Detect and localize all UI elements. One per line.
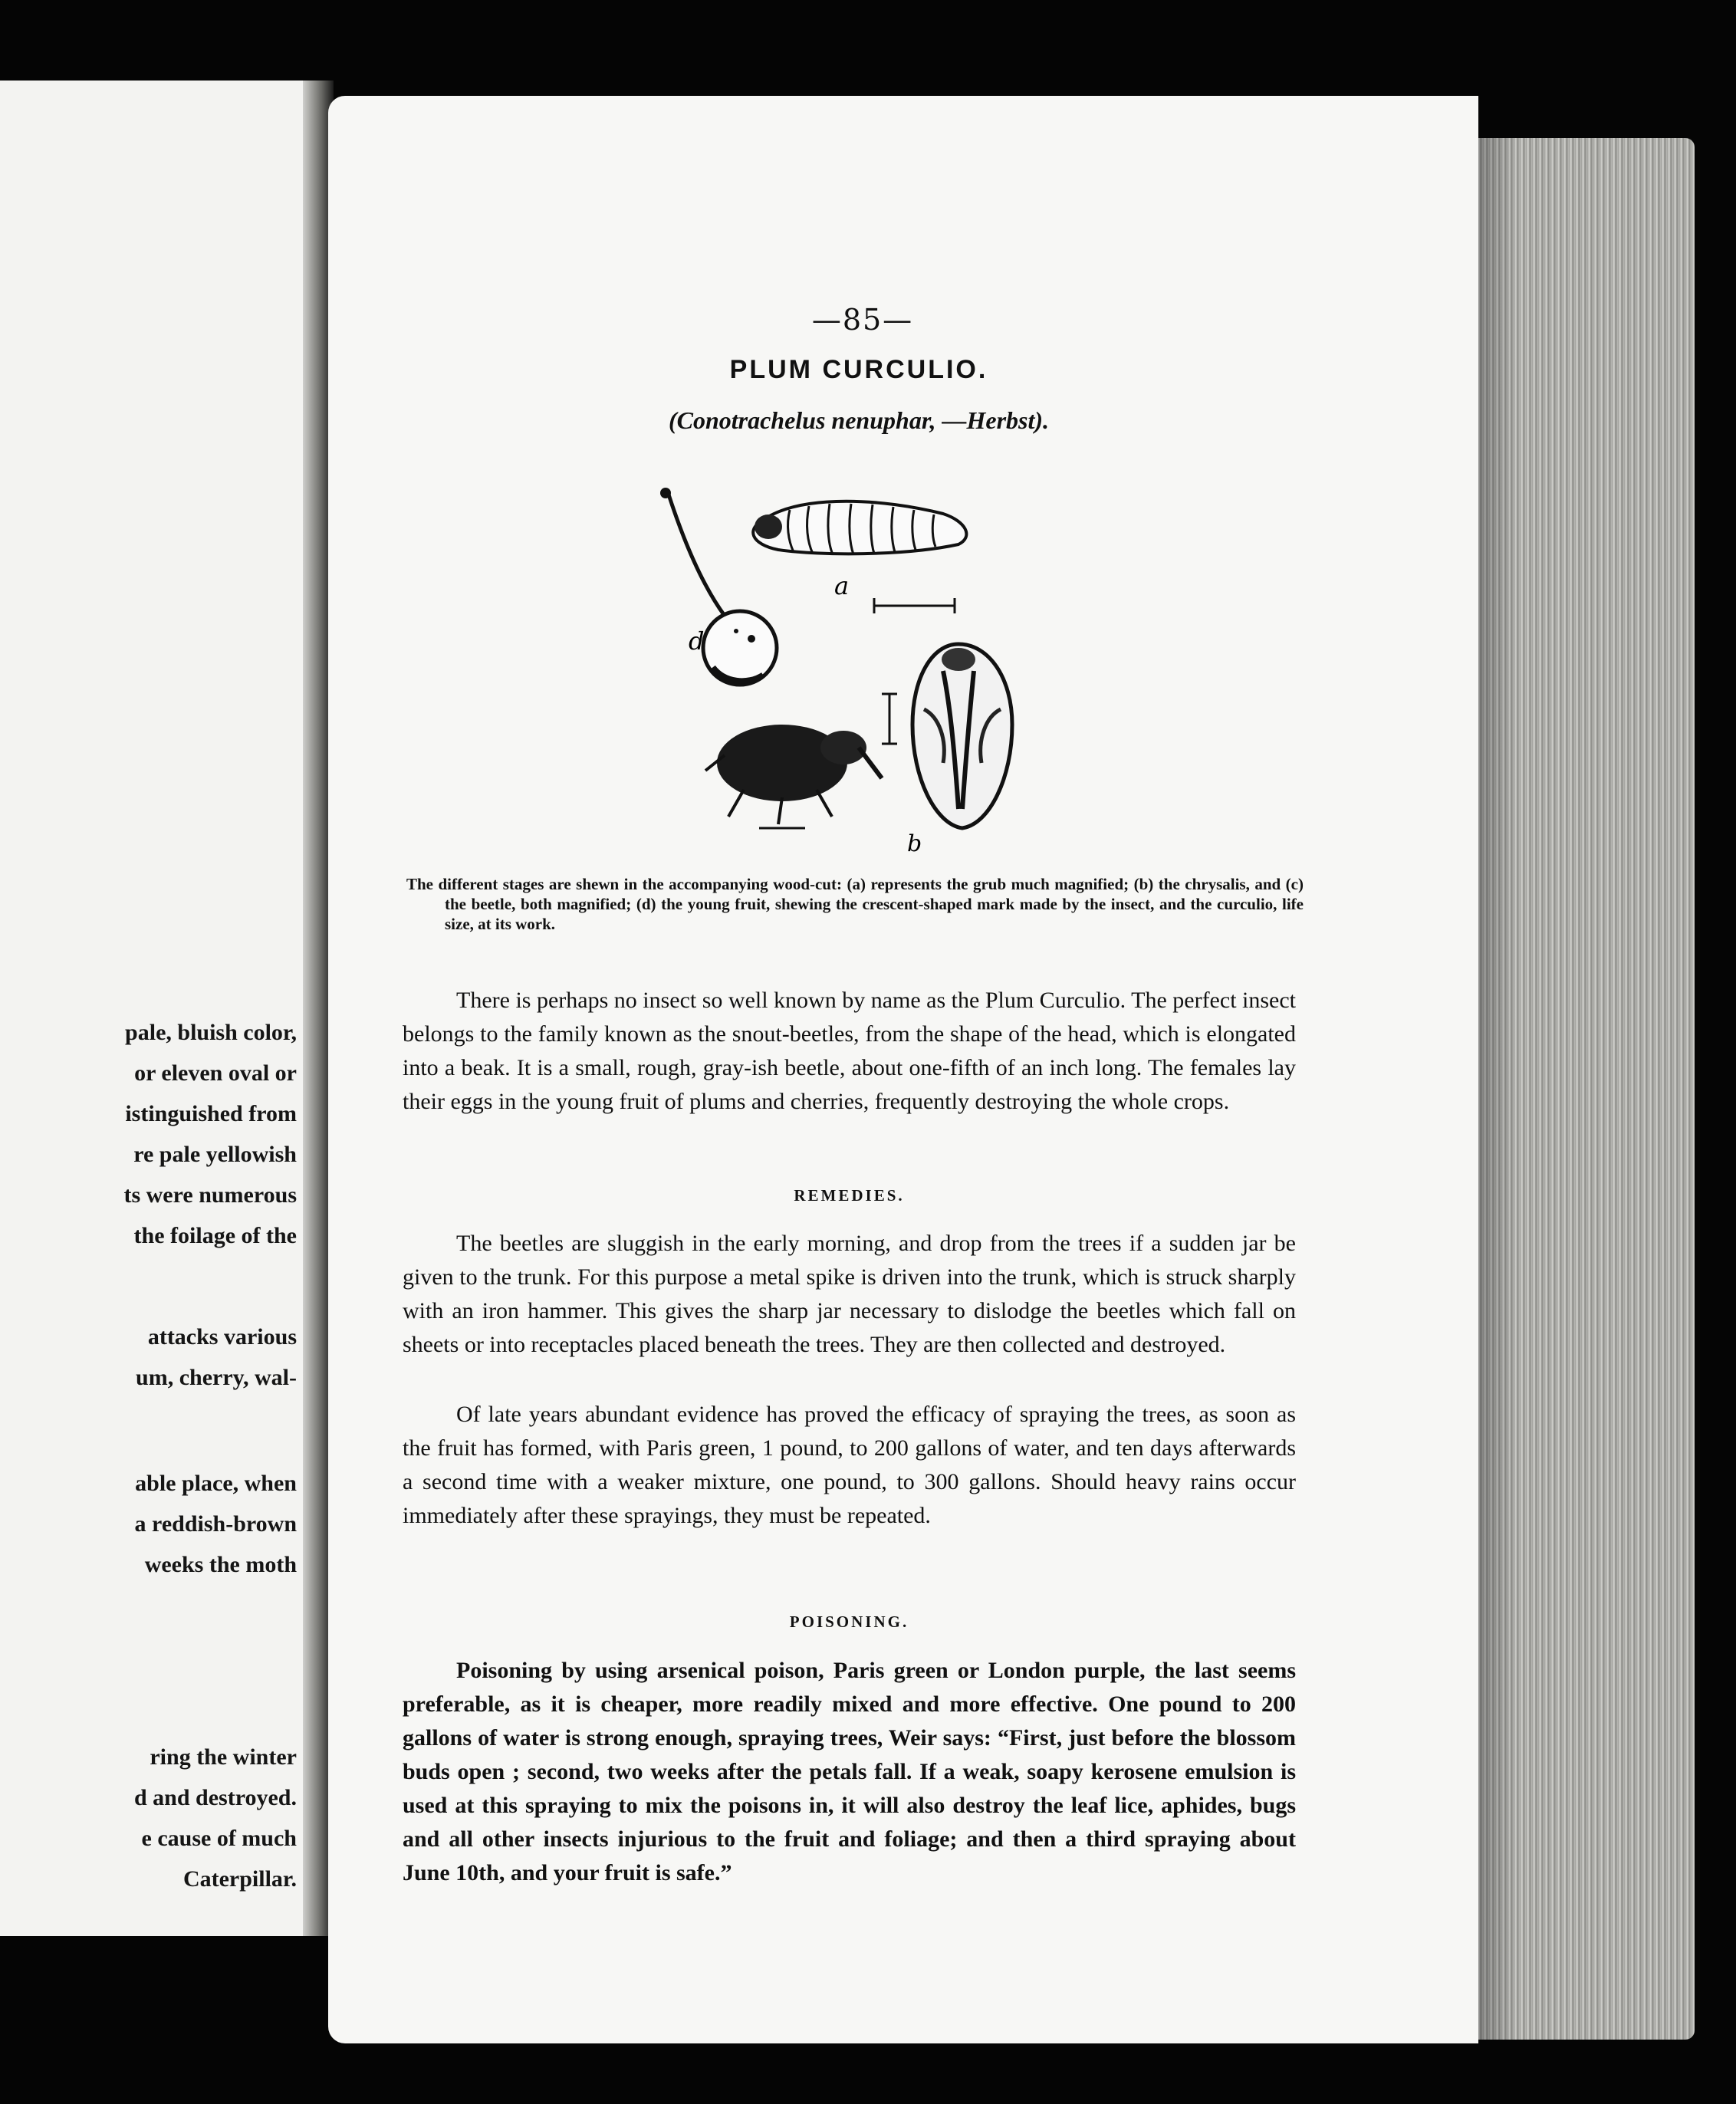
left-page-line: istinguished from [125, 1101, 297, 1126]
book-page-edges [1465, 138, 1695, 2040]
page-number: —85— [811, 303, 914, 337]
left-page-line: um, cherry, wal- [136, 1365, 297, 1390]
left-page-line: ring the winter [150, 1744, 297, 1770]
heading-poisoning: POISONING. [789, 1613, 909, 1631]
woodcut-illustration [652, 479, 1058, 855]
left-page-line: weeks the moth [144, 1552, 297, 1577]
figure-caption-text: The different stages are shewn in the accompanying wood-cut: (a) represents the grub much magnified; (b) the chrysalis, and (c) the beetle, both magnified; (d) the young fruit, shewing the crescent-shaped mark made by the insect, and the curculio, life size, at its work. [406, 875, 1304, 933]
left-page [0, 81, 318, 1936]
left-page-line: a reddish-brown [134, 1511, 297, 1537]
article-title: PLUM CURCULIO. [729, 355, 988, 384]
scientific-name: (Conotrachelus nenuphar, —Herbst). [668, 406, 1050, 434]
label-d: d [689, 626, 705, 656]
paragraph-remedies: The beetles are sluggish in the early morning, and drop from the trees if a sudden jar be given to the trunk. For this purpose a metal spike is driven into the trunk, which is struck sharply with an iron hammer. This gives the sharp jar necessary to dislodge the beetles which fall on sheets or into receptacles placed beneath the trees. They are then collected and destroyed. [403, 1231, 1296, 1357]
fruit-drawing [660, 488, 777, 685]
paragraph-intro: There is perhaps no insect so well known by name as the Plum Curculio. The perfect insect belongs to the family known as the snout-beetles, from the shape of the head, which is elongated into a beak. It is a small, rough, gray-ish beetle, about one-fifth of an inch long. The females lay their eggs in the young fruit of plums and cherries, frequently destroying the whole crops. [403, 988, 1296, 1114]
chrysalis-drawing [912, 644, 1012, 828]
left-page-line: d and destroyed. [134, 1785, 297, 1810]
left-page-line: Caterpillar. [182, 1866, 297, 1892]
grub-drawing [753, 501, 966, 554]
left-page-line: ts were numerous [123, 1182, 297, 1208]
figure-caption [406, 874, 1304, 934]
left-page-line: re pale yellowish [133, 1142, 297, 1167]
left-page-line: pale, bluish color, [125, 1020, 297, 1045]
heading-remedies: REMEDIES. [794, 1186, 905, 1205]
left-page-line: or eleven oval or [134, 1060, 297, 1086]
left-page-line: e cause of much [141, 1826, 297, 1851]
beetle-drawing [705, 725, 882, 828]
left-page-line: the foilage of the [133, 1223, 297, 1248]
label-b: b [907, 830, 922, 855]
paragraph-poisoning: Poisoning by using arsenical poison, Paris green or London purple, the last seems preferable, as it is cheaper, more readily mixed and more effective. One pound to 200 gallons of water is strong enough, spraying trees, Weir says: “First, just before the blossom buds open ; second, two weeks after the petals fall. If a weak, soapy kerosene emulsion is used at this spraying to mix the poisons in, it will also destroy the leaf lice, aphides, bugs and all other insects injurious to the fruit and foliage; and then a third spraying about June 10th, and your fruit is safe.” [403, 1658, 1296, 1885]
left-page-line: able place, when [135, 1471, 297, 1496]
label-a: a [834, 571, 850, 600]
paragraph-spraying: Of late years abundant evidence has proved the efficacy of spraying the trees, as soon as the fruit has formed, with Paris green, 1 pound, to 200 gallons of water, and ten days afterwards a second time with a weaker mixture, one pound, to 300 gallons. Should heavy rains occur immediately after these sprayings, they must be repeated. [403, 1402, 1296, 1528]
left-page-line: attacks various [147, 1324, 297, 1350]
